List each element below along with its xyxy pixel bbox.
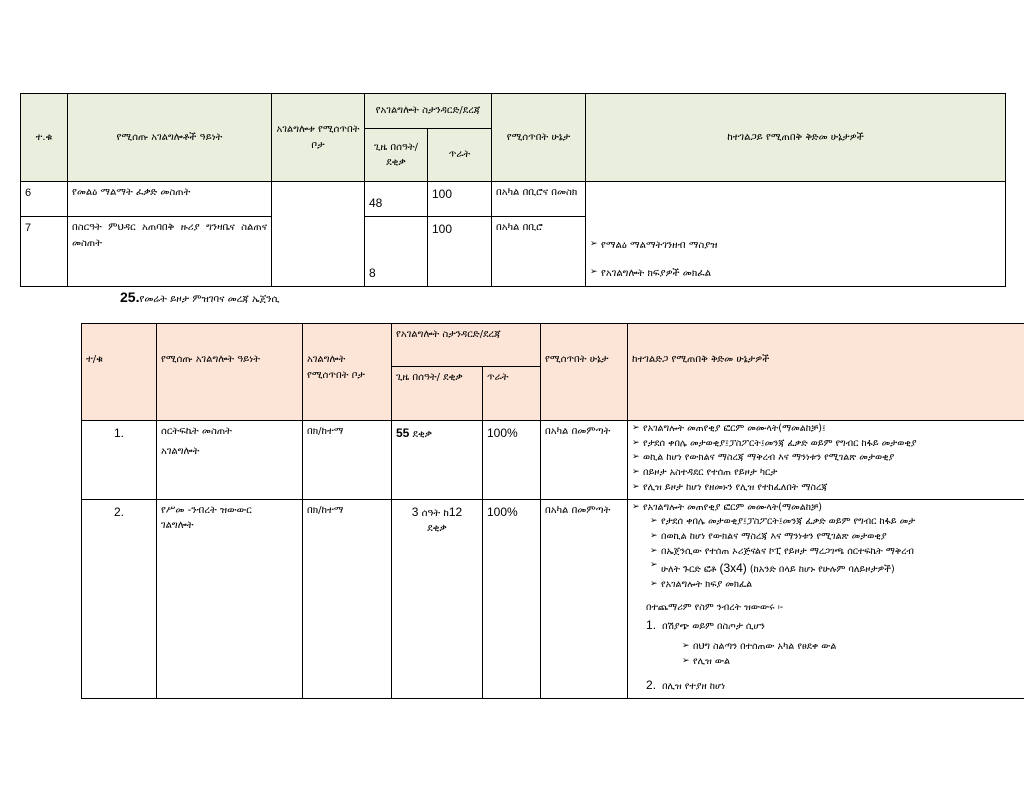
location-cell — [272, 182, 365, 287]
service-time — [392, 421, 483, 500]
header-standard: የአገልግሎት ስታንዳርድ/ደረጃ — [365, 94, 492, 129]
service-name-line: ሰርትፍኬት መስጠት — [161, 426, 232, 437]
prerequisite-item: ➢ የአገልግሎት ክፍያዎች መክፈል — [590, 266, 1001, 282]
sub-condition — [646, 616, 1024, 635]
service-quality: 100 — [428, 217, 492, 287]
service-name: በስርዓት ምህዳር አጠባበቅ ዙሪያ ግንዛቤና ስልጠና መስጠት — [68, 217, 272, 287]
service-table-2 — [81, 323, 1024, 699]
service-name — [157, 499, 303, 698]
section-number: 25. — [120, 289, 140, 305]
header-prerequisites: ከተገልድጋ የሚጠበቅ ቅድመ ሁኔታዎች — [628, 324, 1024, 421]
prerequisite-item: ➢ ወኪል ከሆነ የውክልና ማስረጃ ማቅረብ እና ማንነቱን የሚገልጽ መታወቂያ — [632, 451, 1024, 466]
table-row — [82, 421, 1024, 500]
sub-condition-number: 1. — [646, 617, 657, 632]
header-quality: ጥራት — [428, 129, 492, 182]
prerequisites-cell — [628, 421, 1024, 500]
time-middle: ሰዓት ከ — [421, 507, 449, 519]
header-quality: ጥራት — [483, 367, 541, 421]
row-number: 1. — [82, 421, 157, 500]
service-status: በአካል በመምጣት — [541, 499, 628, 698]
header-no: ተ/ቁ — [82, 324, 157, 421]
header-service-type: የሚሰጡ አገልግሎቶች ዓይነት — [68, 94, 272, 182]
service-name-line: ገልግሎት — [161, 520, 194, 532]
service-name — [157, 421, 303, 500]
header-service-type: የሚሰጡ አገልግሎት ዓይነት — [157, 324, 303, 421]
prerequisite-item: ➢ የአገልግሎት መጠየቂያ ፎርም መሙላት(ማመልከቻ) — [632, 501, 1024, 516]
sub-condition-item: ➢ የሊዝ ውል — [682, 655, 1024, 670]
sub-condition-text: በሊዝ የተያዘ ከሆነ — [662, 680, 726, 692]
service-time: 48 — [365, 182, 428, 217]
service-quality: 100% — [483, 421, 541, 500]
prerequisite-item: ➢ የአገልግሎት መጠየቂያ ፎርም መሙላት(ማመልከቻ)፤ — [632, 422, 1024, 437]
header-location: አገልግሎቱ የሚሰጥበት ቦታ — [272, 94, 365, 182]
prerequisites-cell — [586, 182, 1006, 287]
service-status: በአካል በቢሮና በመስክ — [492, 182, 586, 217]
prerequisite-item: ➢ የሊዝ ይዞታ ከሆነ የዘመኑን የሊዝ የተከፈለበት ማስረጃ — [632, 481, 1024, 496]
service-quality: 100 — [428, 182, 492, 217]
prerequisite-item: ➢ የማልዕ ማልማትገንዘብ ማስያዝ — [590, 238, 1001, 254]
service-time — [392, 499, 483, 698]
sub-condition-item: ➢ በህግ ስልጣን በተሰጠው አካል የፀደቀ ውል — [682, 640, 1024, 655]
header-location: አገልግሎት የሚሰጥበት ቦታ — [303, 324, 392, 421]
table-row — [82, 499, 1024, 698]
prerequisite-item: ➢ የታደሰ ቀበሌ መታወቂያ፤ፓስፖርት፤መንጃ ፈቃድ ወይም የግብር ከፋይ መታ — [650, 515, 1024, 530]
time-value: 55 — [396, 426, 410, 440]
time-minutes: 12 — [448, 504, 463, 519]
prerequisite-item: ➢ በወኪል ከሆነ የውክልና ማስረጃ እና ማንነቱን የሚገልጽ መታወቂያ — [650, 530, 1024, 545]
photo-size: (3x4) — [719, 561, 747, 576]
service-time: 8 — [365, 217, 428, 287]
service-name: የመልዕ ማልማት ፈቃድ መስጠት — [68, 182, 272, 217]
time-unit: ደቂቃ — [412, 429, 433, 440]
service-table-1 — [20, 93, 1006, 287]
header-time: ጊዜ በሰዓት/ደቂቃ — [365, 129, 428, 182]
prerequisite-item — [650, 559, 1024, 578]
header-no: ተ.ቁ — [21, 94, 68, 182]
header-time: ጊዜ በሰዓት/ ደቂቃ — [392, 367, 483, 421]
header-standard: የአገልግሎት ስታንዳርድ/ደረጃ — [392, 324, 541, 367]
prerequisites-cell — [628, 499, 1024, 698]
sub-condition-text: በሽያጭ ወይም በስጦታ ሲሆን — [662, 620, 765, 632]
extra-heading: በተጨማሪም የስም ንብረት ዝውውሩ ፡- — [646, 601, 784, 613]
service-location: በክ/ከተማ — [303, 499, 392, 698]
service-quality: 100% — [483, 499, 541, 698]
sub-condition-number: 2. — [646, 677, 657, 692]
row-number: 7 — [21, 217, 68, 287]
service-location: በክ/ከተማ — [303, 421, 392, 500]
prerequisite-item: ➢ በኤጀንሲው የተሰጠ ኦሪጅናልና ኮፒ የይዞታ ማረጋገጫ ሰርተፍኬት ማቅረብ — [650, 545, 1024, 560]
section-title: የመሬት ይዞታ ምዝገባና መረጃ ኤጀንሲ — [139, 294, 280, 305]
service-status: በአካል በቢሮ — [492, 217, 586, 287]
photo-requirement: ሁለት ጉርድ ፎቶ — [661, 564, 717, 576]
service-name-line: አገልግሎት — [161, 445, 200, 457]
prerequisite-item: ➢ የአገልግሎት ክፍያ መክፈል — [650, 578, 1024, 593]
time-hours: 3 — [411, 504, 419, 519]
photo-note: (ከአንድ በላይ ከሆኑ የሁሉም ባለይዞታዎች) — [749, 564, 895, 576]
header-status: የሚሰጥበት ሁኔታ — [541, 324, 628, 421]
row-number: 6 — [21, 182, 68, 217]
prerequisite-item: ➢ የታደሰ ቀበሌ መታወቂያ፤ፓስፖርት፤መንጃ ፈቃድ ወይም የግብር ከፋይ መታወቂያ — [632, 437, 1024, 452]
prerequisite-item: ➢ በይዞታ አስተዳደር የተሰጠ የይዞታ ካርታ — [632, 466, 1024, 481]
sub-condition — [646, 676, 1024, 695]
service-name-line: የሥመ -ንብረት ዝውውር — [161, 504, 252, 516]
time-unit: ደቂቃ — [427, 523, 447, 535]
section-heading — [120, 289, 280, 305]
header-prerequisites: ከተገልጋይ የሚጠበቅ ቅድመ ሁኔታዎች — [586, 94, 1006, 182]
header-status: የሚሰጥበት ሁኔታ — [492, 94, 586, 182]
service-status: በአካል በመምጣት — [541, 421, 628, 500]
row-number: 2. — [82, 499, 157, 698]
table-row — [21, 182, 1006, 217]
